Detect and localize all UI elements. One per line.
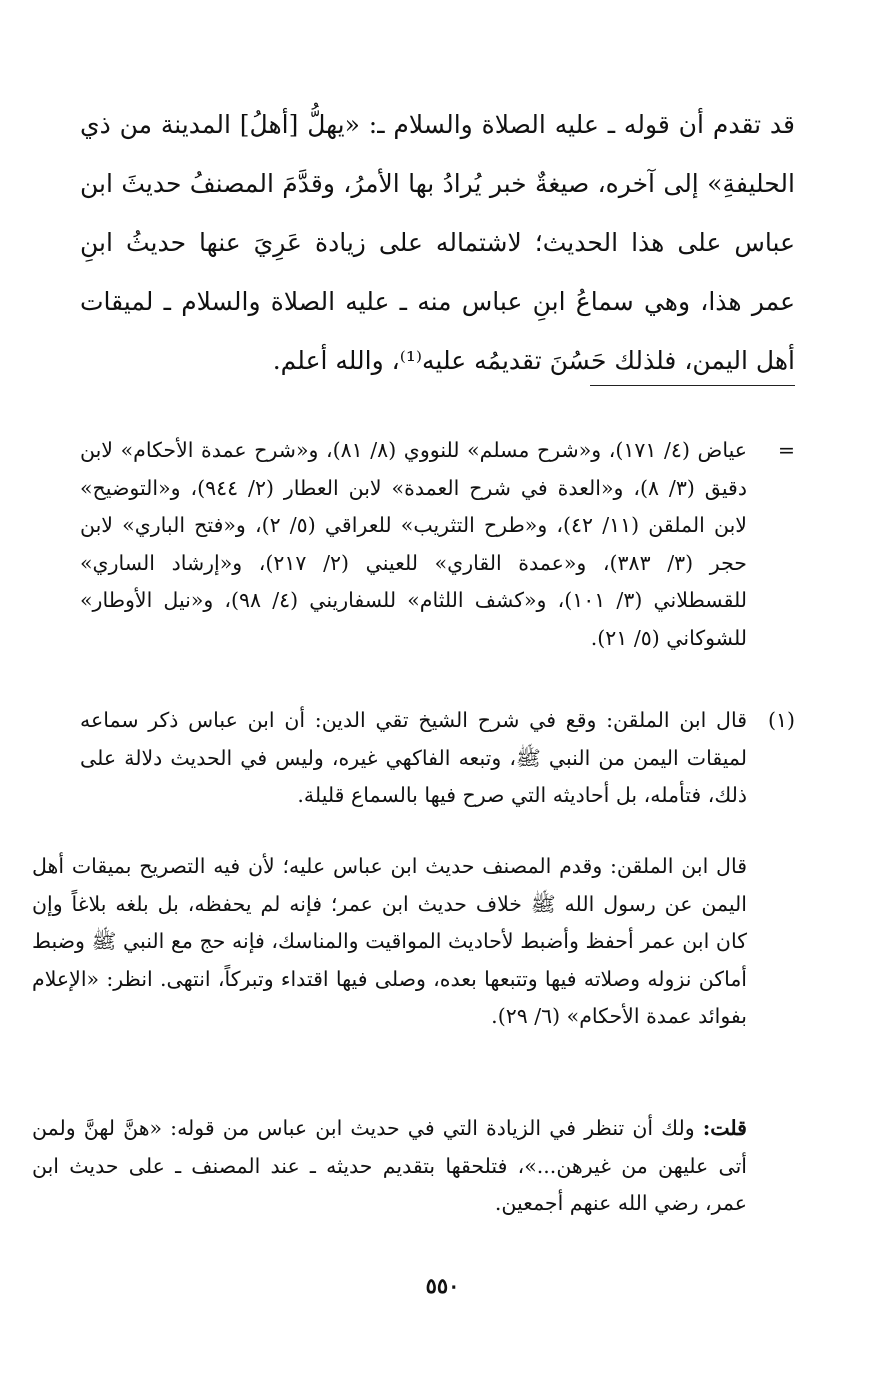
footnote-1-paragraph-1: قال ابن الملقن: وقع في شرح الشيخ تقي الدين: أن ابن عباس ذكر سماعه لميقات اليمن من النبي ﷺ، وتبعه الفاكهي غيره، وليس في الحديث دلالة على ذلك، فتأمله، بل أحاديثه التي صرح فيها بالسماع قليلة. — [80, 708, 747, 807]
footnote-1-continued — [32, 848, 795, 1036]
continuation-mark: = — [777, 438, 795, 462]
footnote-1 — [80, 702, 795, 815]
qult-label: قلت: — [702, 1116, 747, 1140]
page-number: ٥٥٠ — [425, 1273, 460, 1298]
footnote-1-paragraph-2: قال ابن الملقن: وقدم المصنف حديث ابن عباس عليه؛ لأن فيه التصريح بميقات أهل اليمن عن رسول الله ﷺ خلاف حديث ابن عمر؛ فإنه لم يحفظه، بل بلغه بلاغاً وإن كان ابن عمر أحفظ وأضبط لأحاديث المواقيت والمناسك، فإنه حج مع النبي ﷺ وضبط أماكن نزوله وصلاته فيها وتتبعها بعده، وصلى فيها اقتداء وتبركاً، انتهى. انظر: «الإعلام بفوائد عمدة الأحكام» (٦/ ٢٩). — [32, 854, 747, 1028]
footnote-continuation — [80, 432, 795, 657]
main-text-block — [80, 95, 795, 390]
footnote-1-qult-paragraph — [32, 1110, 747, 1223]
footnote-1-mark: (١) — [767, 708, 795, 732]
continuation-text: عياض (٤/ ١٧١)، و«شرح مسلم» للنووي (٨/ ٨١)، و«شرح عمدة الأحكام» لابن دقيق (٣/ ٨)، و«العدة في شرح العمدة» لابن العطار (٢/ ٩٤٤)، و«التوضيح» لابن الملقن (١١/ ٤٢)، و«طرح التثريب» للعراقي (٥/ ٢)، و«فتح الباري» لابن حجر (٣/ ٣٨٣)، و«عمدة القاري» للعيني (٢/ ٢١٧)، و«إرشاد الساري» للقسطلاني (٣/ ١٠١)، و«كشف اللثام» للسفاريني (٤/ ٩٨)، و«نيل الأوطار» للشوكاني (٥/ ٢١). — [80, 438, 747, 650]
main-paragraph: قد تقدم أن قوله ـ عليه الصلاة والسلام ـ: «يهلُّ [أهلُ] المدينة من ذي الحليفةِ» إلى آخره، صيغةٌ خبر يُرادُ بها الأمرُ، وقدَّمَ المصنفُ حديثَ ابن عباس على هذا الحديث؛ لاشتماله على زيادة عَرِيَ عنها حديثُ ابنِ عمر هذا، وهي سماعُ ابنِ عباس منه ـ عليه الصلاة والسلام ـ لميقات أهل اليمن، فلذلك حَسُنَ تقديمُه عليه⁽¹⁾، والله أعلم. — [80, 110, 795, 375]
footnote-separator — [590, 385, 795, 386]
qult-text: ولك أن تنظر في الزيادة التي في حديث ابن عباس من قوله: «هنَّ لهنَّ ولمن أتى عليهن من غيرهن...»، فتلحقها بتقديم حديثه ـ عند المصنف ـ على حديث ابن عمر، رضي الله عنهم أجمعين. — [32, 1116, 747, 1215]
footnote-1-qult — [32, 1110, 795, 1223]
